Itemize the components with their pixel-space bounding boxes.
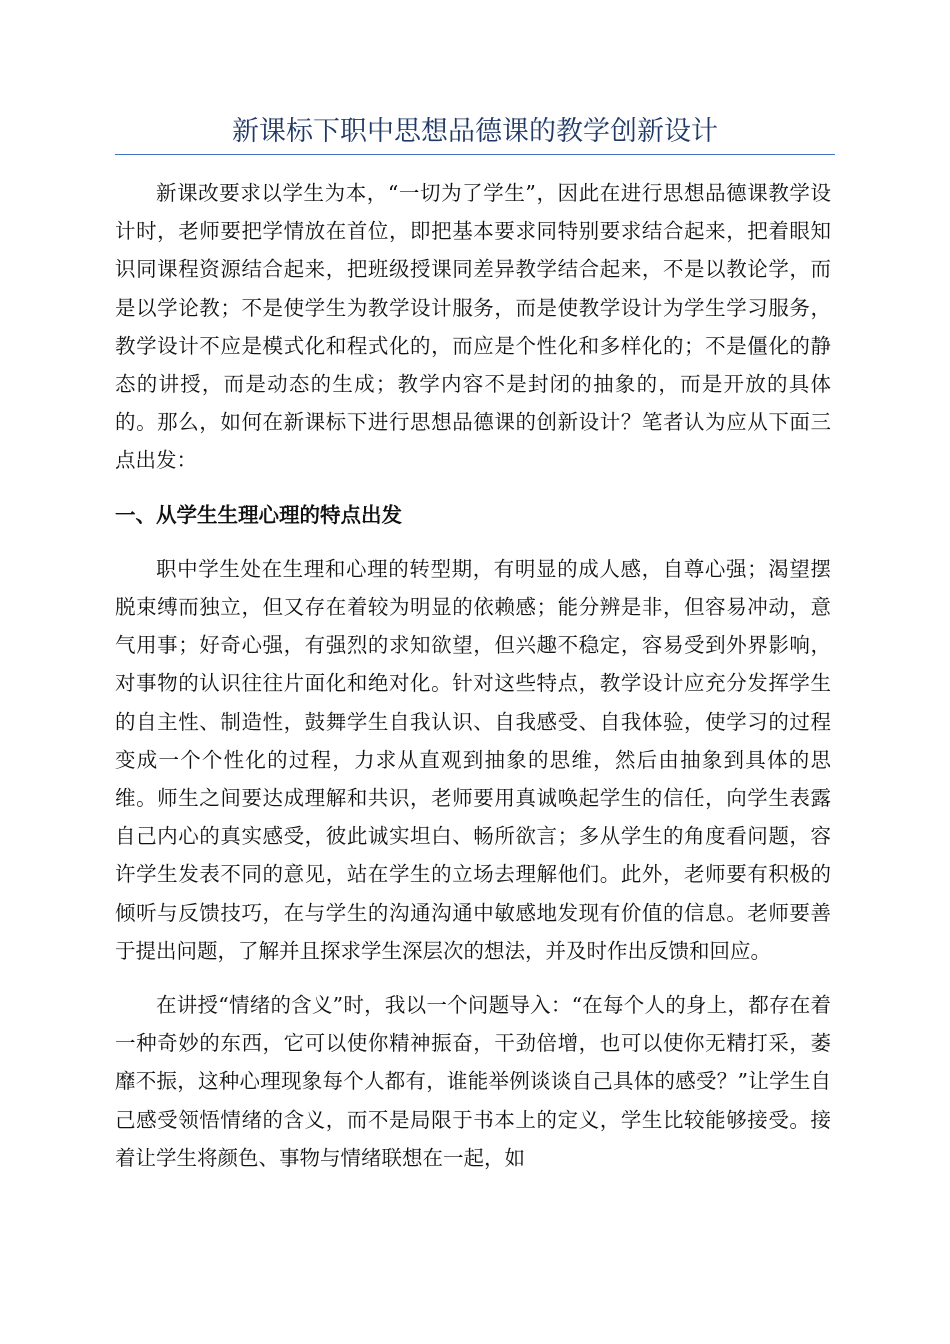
title-underline (115, 154, 835, 155)
body-paragraph: 在讲授“情绪的含义”时，我以一个问题导入：“在每个人的身上，都存在着一种奇妙的东西，它可以使你精神振奋，干劲倍增，也可以使你无精打采，萎靡不振，这种心理现象每个人都有，谁能举例谈谈自己具体的感受？”让学生自己感受领悟情绪的含义，而不是局限于书本上的定义，学生比较能够接受。接着让学生将颜色、事物与情绪联想在一起，如 (115, 993, 831, 1170)
body-paragraph: 职中学生处在生理和心理的转型期，有明显的成人感，自尊心强；渴望摆脱束缚而独立，但又存在着较为明显的依赖感；能分辨是非，但容易冲动，意气用事；好奇心强，有强烈的求知欲望，但兴趣不稳定，容易受到外界影响，对事物的认识往往片面化和绝对化。针对这些特点，教学设计应充分发挥学生的自主性、制造性，鼓舞学生自我认识、自我感受、自我体验，使学习的过程变成一个个性化的过程，力求从直观到抽象的思维，然后由抽象到具体的思维。师生之间要达成理解和共识，老师要用真诚唤起学生的信任，向学生表露自己内心的真实感受，彼此诚实坦白、畅所欲言；多从学生的角度看问题，容许学生发表不同的意见，站在学生的立场去理解他们。此外，老师要有积极的倾听与反馈技巧，在与学生的沟通沟通中敏感地发现有价值的信息。老师要善于提出问题，了解并且探求学生深层次的想法，并及时作出反馈和回应。 (115, 556, 831, 963)
intro-paragraph: 新课改要求以学生为本，“一切为了学生”，因此在进行思想品德课教学设计时，老师要把学情放在首位，即把基本要求同特别要求结合起来，把着眼知识同课程资源结合起来，把班级授课同差异教学结合起来，不是以教论学，而是以学论教；不是使学生为教学设计服务，而是使教学设计为学生学习服务，教学设计不应是模式化和程式化的，而应是个性化和多样化的；不是僵化的静态的讲授，而是动态的生成；教学内容不是封闭的抽象的，而是开放的具体的。那么，如何在新课标下进行思想品德课的创新设计？笔者认为应从下面三点出发： (115, 181, 831, 473)
section-heading: 一、从学生生理心理的特点出发 (115, 502, 402, 527)
document-body (115, 174, 831, 1193)
document-title: 新课标下职中思想品德课的教学创新设计 (232, 116, 718, 147)
